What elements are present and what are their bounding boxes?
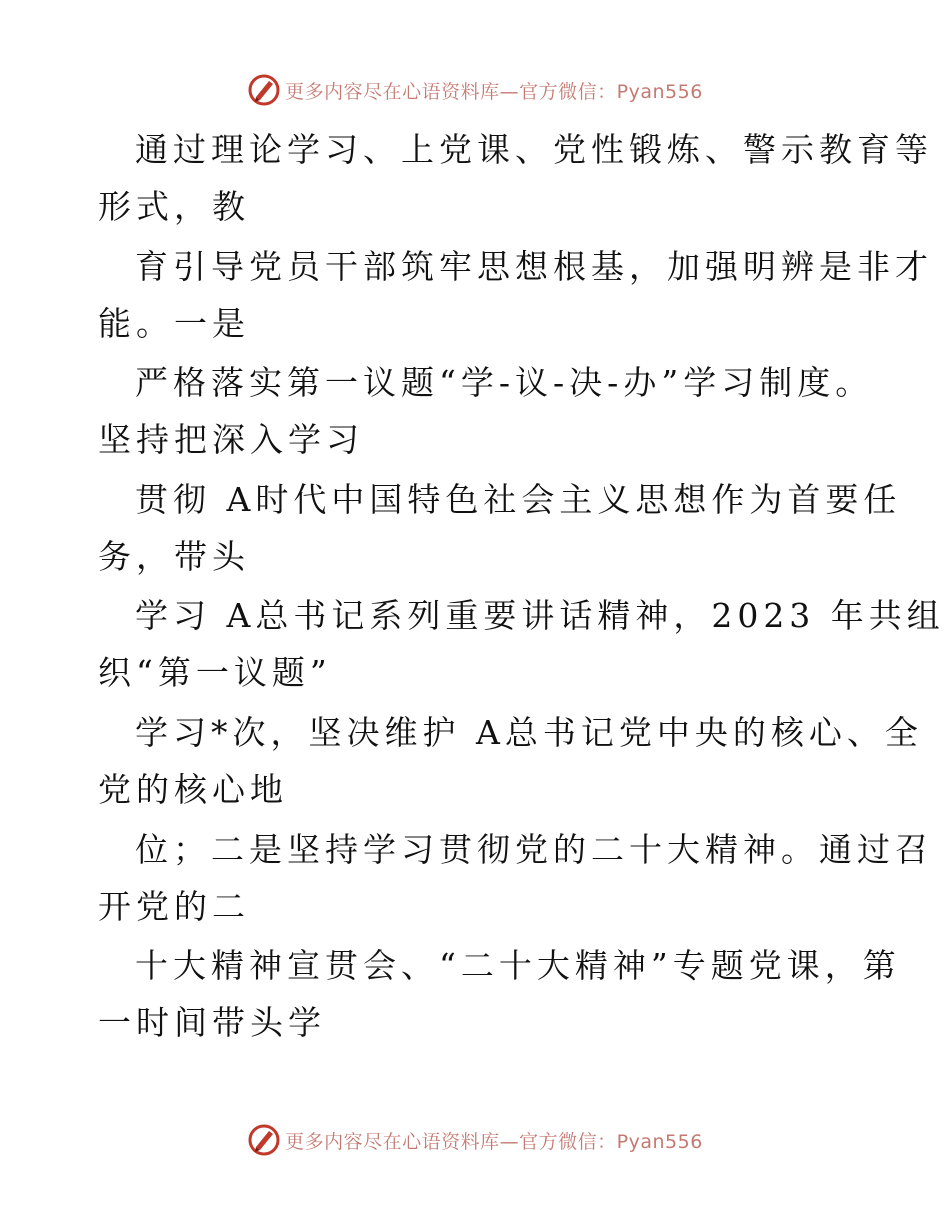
body-line: 形式，教 — [98, 187, 250, 226]
body-line: 一时间带头学 — [98, 1003, 326, 1042]
body-line: 通过理论学习、上党课、党性锻炼、警示教育等 — [135, 130, 933, 169]
body-line: 学习 A总书记系列重要讲话精神，2023 年共组 — [135, 596, 945, 635]
footer-banner — [0, 1120, 950, 1160]
body-line: 育引导党员干部筑牢思想根基，加强明辨是非才 — [135, 247, 933, 286]
header-banner — [0, 70, 950, 110]
body-line: 坚持把深入学习 — [98, 420, 364, 459]
body-line: 能。一是 — [98, 304, 250, 343]
banner-text: 更多内容尽在心语资料库—官方微信：Pyan556 — [285, 1130, 703, 1153]
body-line: 贯彻 A时代中国特色社会主义思想作为首要任 — [135, 480, 902, 519]
body-line: 党的核心地 — [98, 770, 288, 809]
body-line: 织“第一议题” — [98, 653, 332, 692]
body-line: 位；二是坚持学习贯彻党的二十大精神。通过召 — [135, 830, 933, 869]
pen-logo-icon — [247, 1123, 281, 1157]
body-line: 学习*次，坚决维护 A总书记党中央的核心、全 — [135, 713, 923, 752]
banner-text: 更多内容尽在心语资料库—官方微信：Pyan556 — [285, 80, 703, 103]
body-line: 严格落实第一议题“学-议-决-办”学习制度。 — [135, 363, 874, 402]
body-line: 务，带头 — [98, 537, 250, 576]
pen-logo-icon — [247, 73, 281, 107]
body-line: 十大精神宣贯会、“二十大精神”专题党课，第 — [135, 946, 901, 985]
body-line: 开党的二 — [98, 887, 250, 926]
